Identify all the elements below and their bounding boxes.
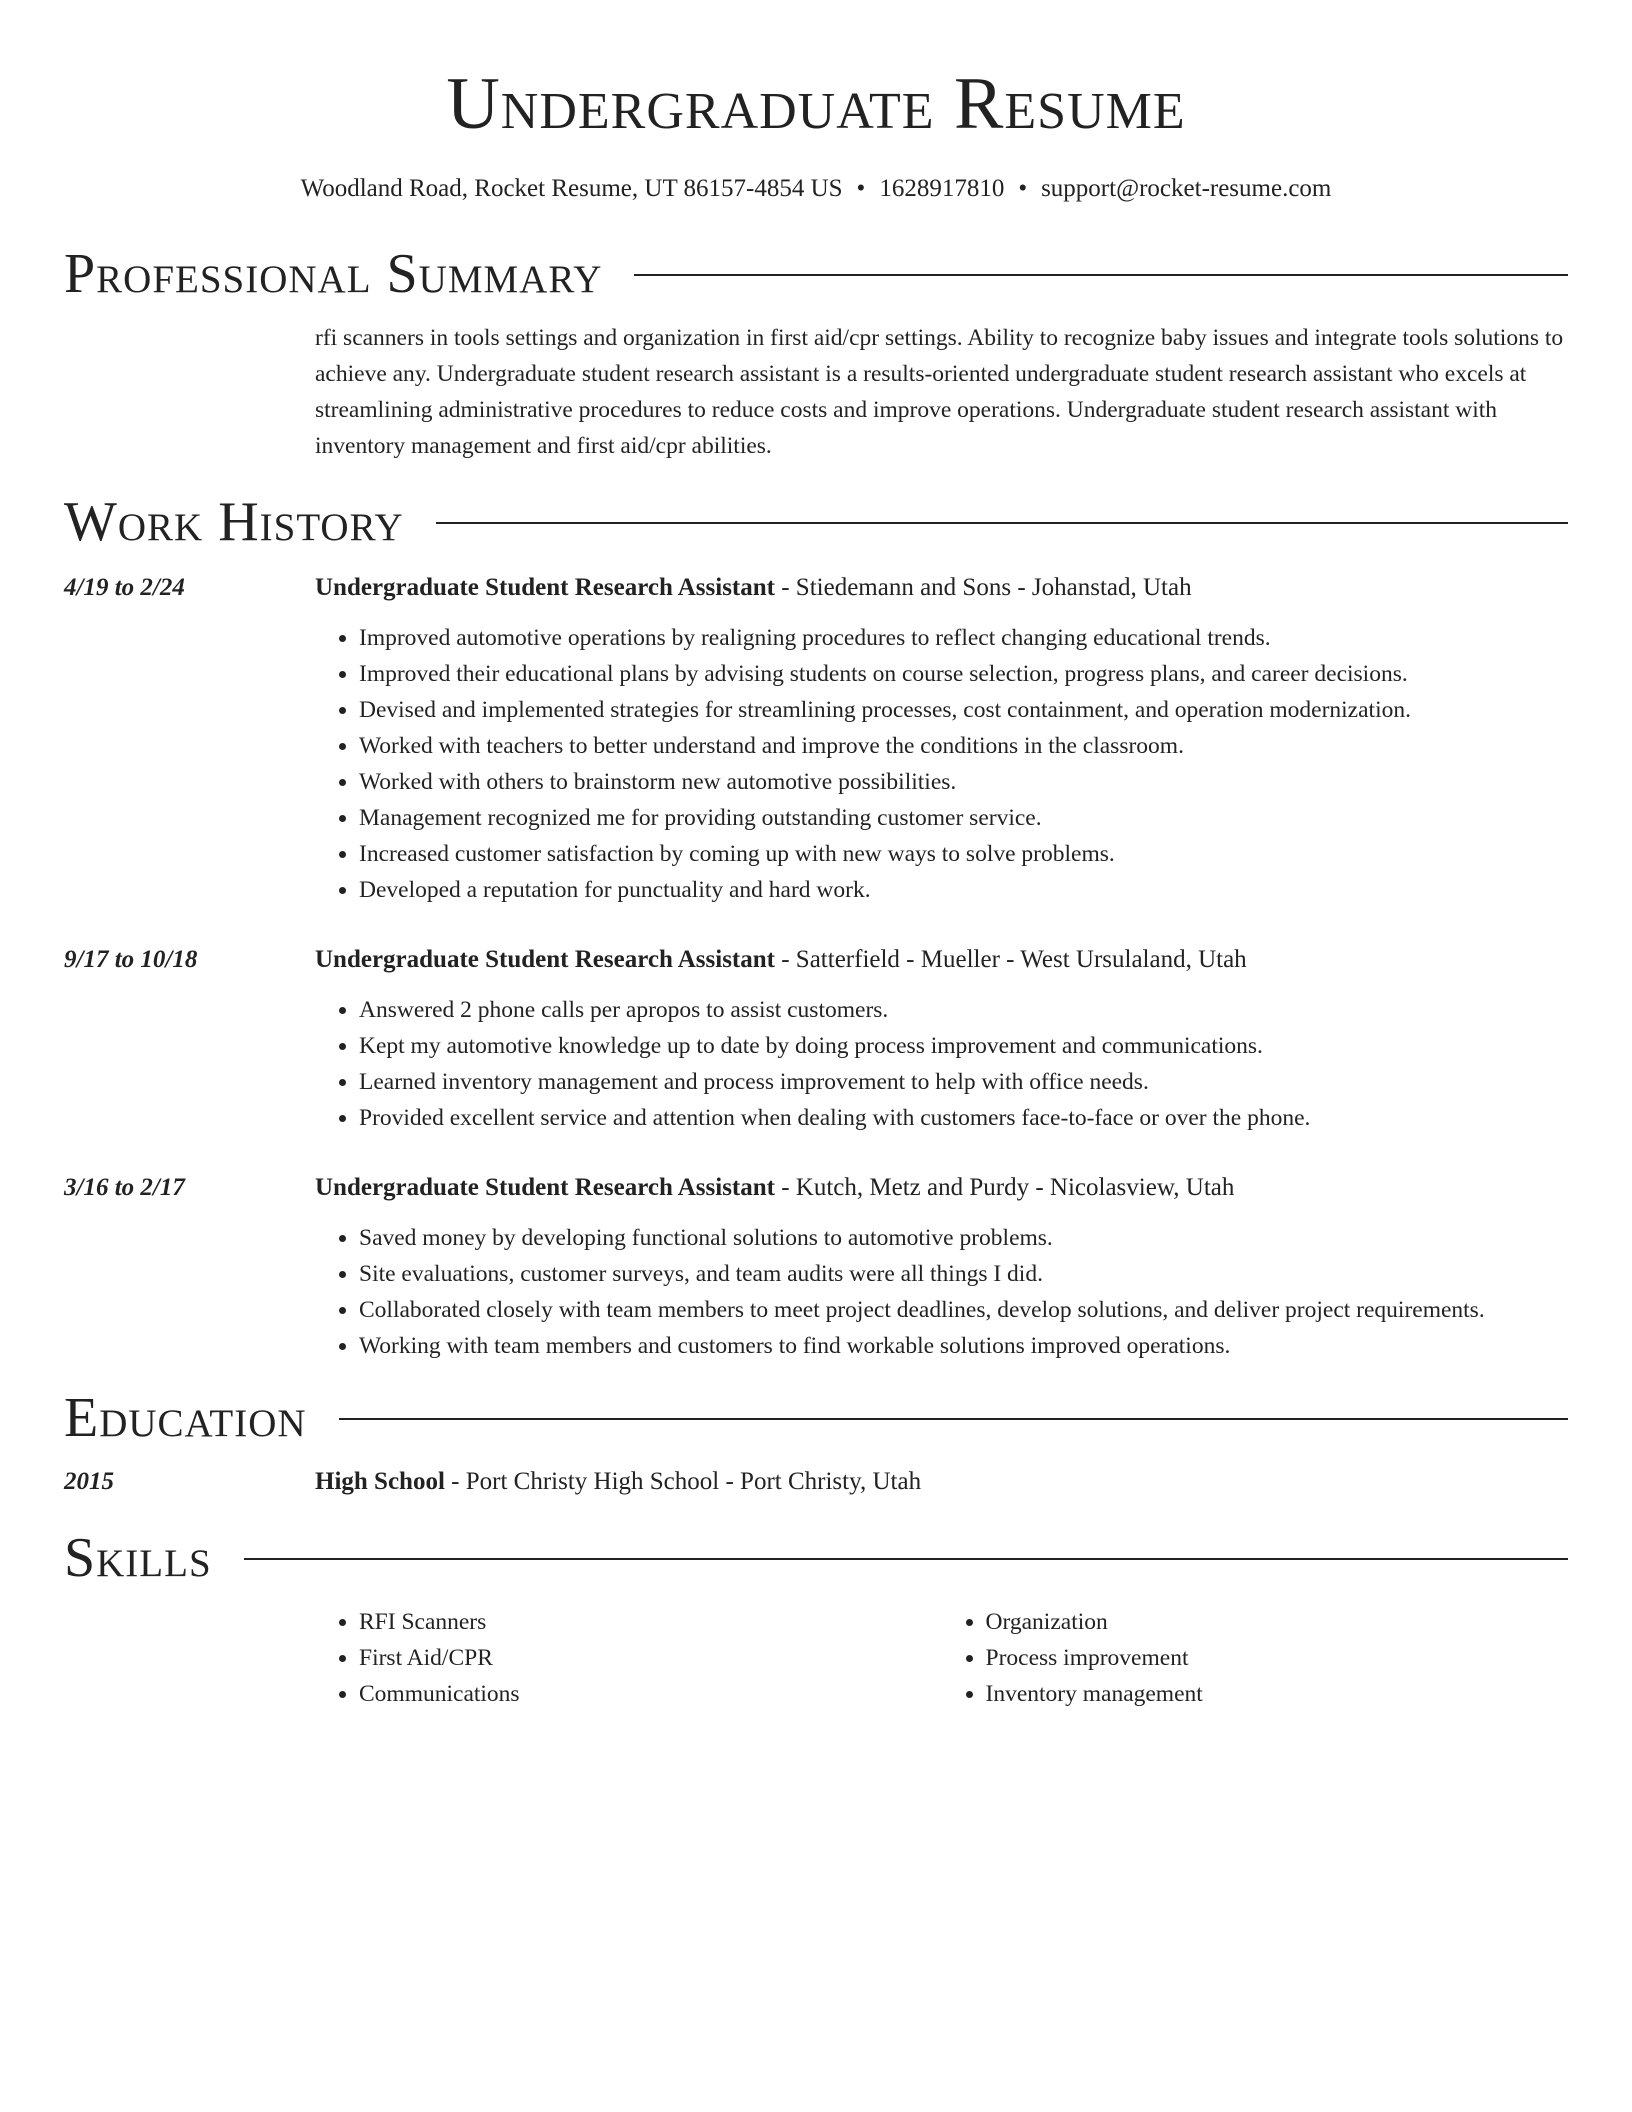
job-body xyxy=(315,1170,1568,1364)
section-divider xyxy=(634,274,1568,276)
job-bullet: • Devised and implemented strategies for streamlining processes, cost containment, and operation modernization. xyxy=(359,692,1568,728)
job-entry xyxy=(64,1170,1568,1364)
skills-list xyxy=(315,1604,1568,1712)
contact-address: Woodland Road, Rocket Resume, UT 86157-4854 US xyxy=(300,175,843,202)
job-employer: - Stiedemann and Sons - Johanstad, Utah xyxy=(774,574,1192,601)
education-school: - Port Christy High School - Port Christy, Utah xyxy=(444,1468,922,1495)
education-section-header xyxy=(64,1386,1568,1450)
contact-phone: 1628917810 xyxy=(879,175,1005,202)
job-headline xyxy=(315,942,1568,978)
job-bullet: • Collaborated closely with team members to meet project deadlines, develop solutions, and deliver project requirements. xyxy=(359,1292,1568,1328)
job-entry xyxy=(64,570,1568,908)
job-bullet: • Provided excellent service and attention when dealing with customers face-to-face or over the phone. xyxy=(359,1100,1568,1136)
work-heading: Work History xyxy=(64,491,404,553)
job-dates: 9/17 to 10/18 xyxy=(64,946,198,973)
job-bullet: • Developed a reputation for punctuality and hard work. xyxy=(359,872,1568,908)
job-role: Undergraduate Student Research Assistant xyxy=(315,1174,775,1201)
skill-item: • Process improvement xyxy=(986,1640,1569,1676)
skill-item: • Inventory management xyxy=(986,1676,1569,1712)
education-heading: Education xyxy=(64,1387,307,1449)
work-section-header xyxy=(64,490,1568,554)
job-bullets xyxy=(315,1220,1568,1364)
job-body xyxy=(315,942,1568,1136)
job-headline xyxy=(315,1170,1568,1206)
education-headline xyxy=(315,1464,1568,1500)
job-role: Undergraduate Student Research Assistant xyxy=(315,574,775,601)
job-bullet: • Saved money by developing functional solutions to automotive problems. xyxy=(359,1220,1568,1256)
job-bullets xyxy=(315,620,1568,908)
education-body xyxy=(315,1464,1568,1500)
job-employer: - Satterfield - Mueller - West Ursulaland, Utah xyxy=(774,946,1247,973)
skill-item: • First Aid/CPR xyxy=(359,1640,942,1676)
job-bullet: • Answered 2 phone calls per apropos to assist customers. xyxy=(359,992,1568,1028)
job-bullet: • Learned inventory management and process improvement to help with office needs. xyxy=(359,1064,1568,1100)
job-entry xyxy=(64,942,1568,1136)
job-bullet: • Improved automotive operations by realigning procedures to reflect changing educational trends. xyxy=(359,620,1568,656)
resume-title: Undergraduate Resume xyxy=(446,63,1186,145)
skill-item: • Communications xyxy=(359,1676,942,1712)
education-year: 2015 xyxy=(64,1468,114,1495)
skills-heading: Skills xyxy=(64,1527,212,1589)
contact-separator: • xyxy=(1018,175,1028,202)
job-bullet: • Worked with others to brainstorm new automotive possibilities. xyxy=(359,764,1568,800)
job-bullet: • Kept my automotive knowledge up to date by doing process improvement and communications. xyxy=(359,1028,1568,1064)
job-dates: 3/16 to 2/17 xyxy=(64,1174,185,1201)
job-bullet: • Increased customer satisfaction by coming up with new ways to solve problems. xyxy=(359,836,1568,872)
job-bullet: • Improved their educational plans by advising students on course selection, progress plans, and career decisions. xyxy=(359,656,1568,692)
job-dates: 4/19 to 2/24 xyxy=(64,574,185,601)
section-divider xyxy=(339,1418,1568,1420)
job-bullet: • Working with team members and customers to find workable solutions improved operations. xyxy=(359,1328,1568,1364)
job-headline xyxy=(315,570,1568,606)
job-role: Undergraduate Student Research Assistant xyxy=(315,946,775,973)
resume-page xyxy=(64,58,1568,1712)
job-bullet: • Management recognized me for providing outstanding customer service. xyxy=(359,800,1568,836)
summary-text: rfi scanners in tools settings and organization in first aid/cpr settings. Ability to recognize baby issues and integrate tools solutions to achieve any. Undergraduate student research assistant is a results-oriented undergraduate student research assistant who excels at streamlining administrative procedures to reduce costs and improve operations. Undergraduate student research assistant with inventory management and first aid/cpr abilities. xyxy=(315,325,1564,459)
education-entry xyxy=(64,1464,1568,1500)
education-degree: High School xyxy=(315,1468,445,1495)
contact-separator: • xyxy=(856,175,866,202)
skill-item: • RFI Scanners xyxy=(359,1604,942,1640)
skills-column-left xyxy=(315,1604,942,1712)
job-body xyxy=(315,570,1568,908)
summary-heading: Professional Summary xyxy=(64,243,603,305)
section-divider xyxy=(436,522,1568,524)
job-bullet: • Site evaluations, customer surveys, and team audits were all things I did. xyxy=(359,1256,1568,1292)
contact-line xyxy=(64,172,1568,206)
skills-section-header xyxy=(64,1526,1568,1590)
job-bullet: • Worked with teachers to better understand and improve the conditions in the classroom. xyxy=(359,728,1568,764)
contact-email: support@rocket-resume.com xyxy=(1041,175,1332,202)
job-bullets xyxy=(315,992,1568,1136)
skill-item: • Organization xyxy=(986,1604,1569,1640)
summary-section-header xyxy=(64,242,1568,306)
job-employer: - Kutch, Metz and Purdy - Nicolasview, Utah xyxy=(774,1174,1235,1201)
skills-column-right xyxy=(942,1604,1569,1712)
section-divider xyxy=(244,1558,1568,1560)
